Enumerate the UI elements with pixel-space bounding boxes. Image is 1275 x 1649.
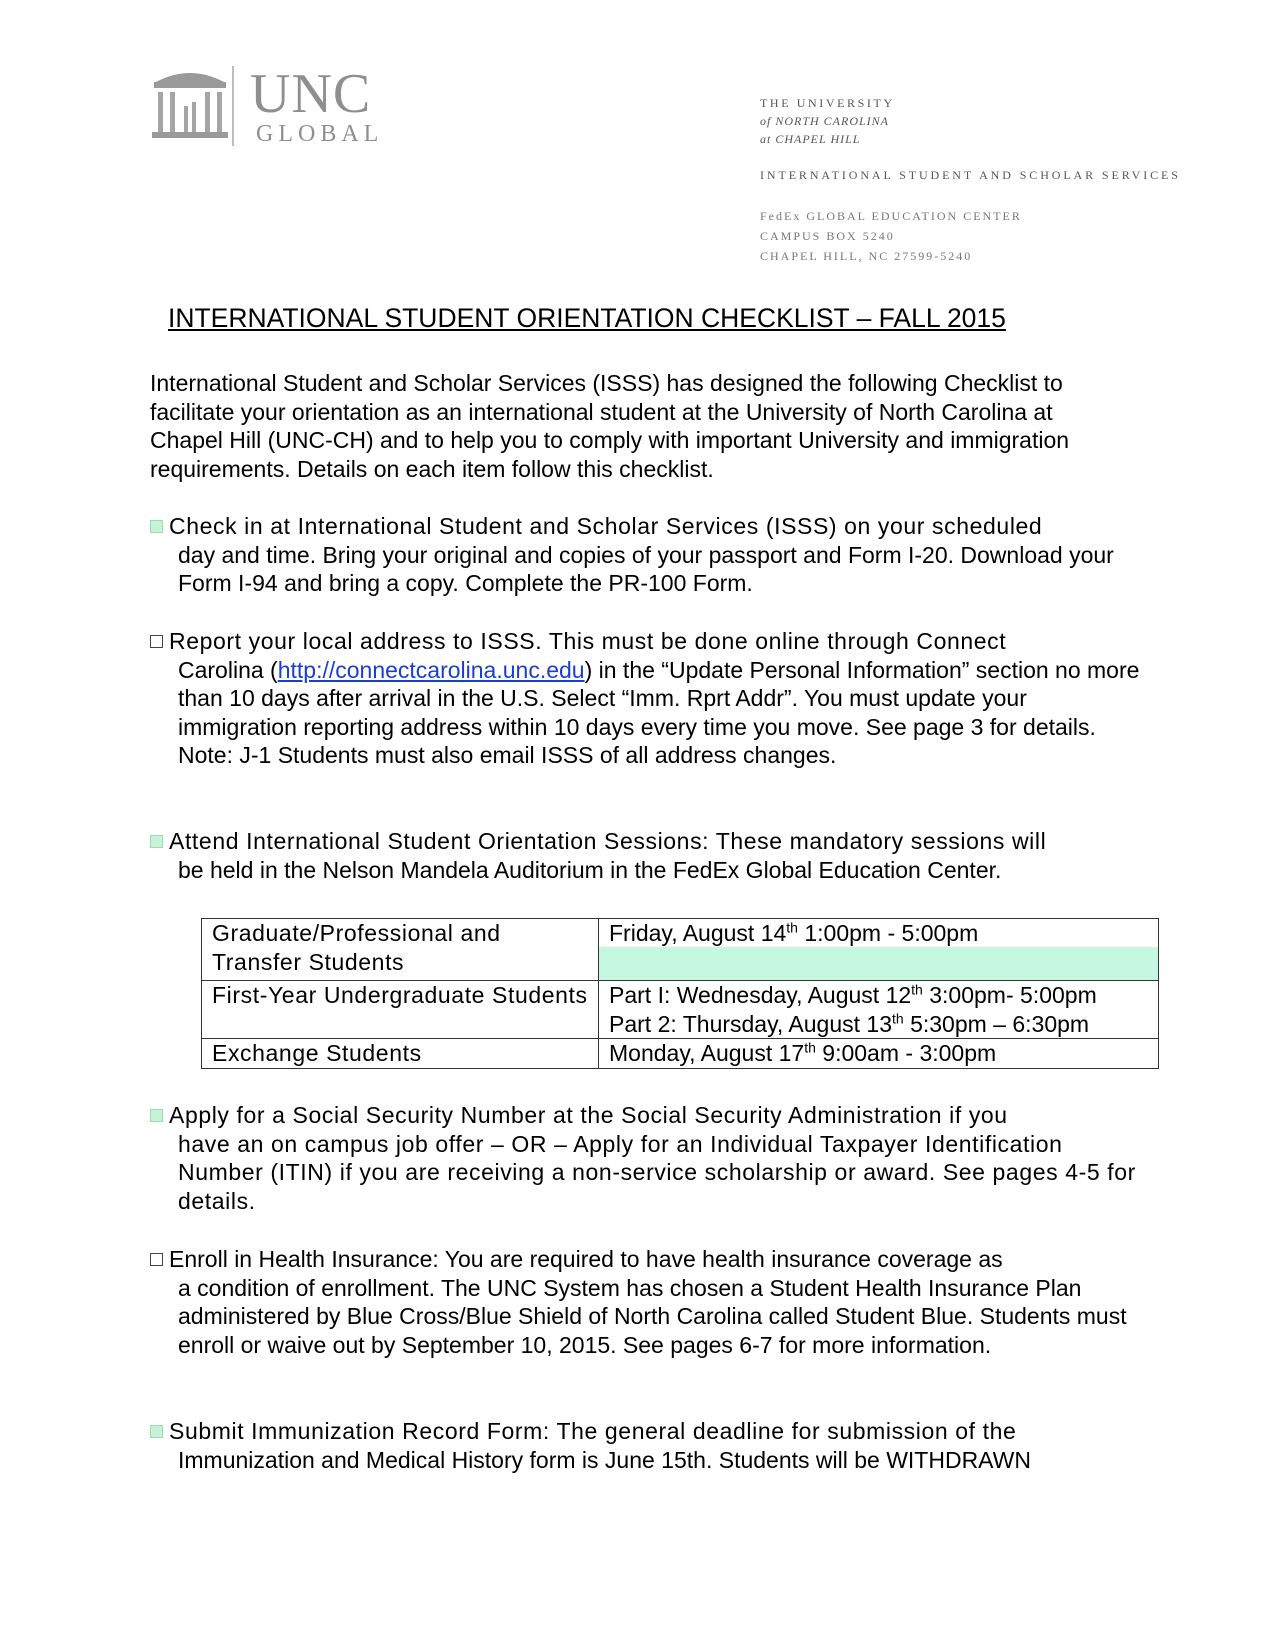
logo-global-text: GLOBAL — [256, 121, 384, 147]
checklist-item-report-address: Report your local address to ISSS. This must be done online through Connect Carolina (http://connectcarolina.unc.edu) in the “Update Personal Information” section no more than 10 days after arrival in the U.S. Select “Imm. Rprt Addr”. You must update your immigration reporting address within 10 days every time you move. See page 3 for details. Note: J-1 Students must also email ISSS of all address changes. — [150, 627, 1140, 770]
page-title: INTERNATIONAL STUDENT ORIENTATION CHECKLIST – FALL 2015 — [168, 303, 1006, 333]
old-well-logo — [150, 62, 230, 152]
session-time: Monday, August 17th 9:00am - 3:00pm — [599, 1039, 1159, 1069]
department-name: INTERNATIONAL STUDENT AND SCHOLAR SERVICES — [760, 168, 1181, 182]
university-name: THE UNIVERSITY of NORTH CAROLINA at CHAPEL HILL — [760, 96, 895, 146]
checklist-item-check-in: Check in at International Student and Scholar Services (ISSS) on your scheduled day and time. Bring your original and copies of your passport and Form I-20. Download your Form I-94 and bring a copy. Complete the PR-100 Form. — [150, 512, 1140, 598]
session-time: Part I: Wednesday, August 12th 3:00pm- 5:00pm Part 2: Thursday, August 13th 5:30pm – 6:30pm — [599, 981, 1159, 1039]
checklist-item-health-insurance: Enroll in Health Insurance: You are required to have health insurance coverage as a condition of enrollment. The UNC System has chosen a Student Health Insurance Plan administered by Blue Cross/Blue Shield of North Carolina called Student Blue. Students must enroll or waive out by September 10, 2015. See pages 6-7 for more information. — [150, 1245, 1140, 1359]
checkbox-icon[interactable] — [150, 635, 163, 648]
table-row — [202, 1039, 1159, 1069]
checkbox-icon[interactable] — [150, 835, 163, 848]
checklist-item-orientation: Attend International Student Orientation Sessions: These mandatory sessions will be held in the Nelson Mandela Auditorium in the FedEx Global Education Center. — [150, 827, 1140, 884]
session-group: First-Year Undergraduate Students — [202, 981, 599, 1039]
connect-carolina-link[interactable]: http://connectcarolina.unc.edu — [277, 656, 585, 683]
checkbox-icon[interactable] — [150, 1253, 163, 1266]
checkbox-icon[interactable] — [150, 520, 163, 533]
orientation-sessions-table — [201, 918, 1159, 1069]
highlight-band — [599, 947, 1158, 980]
checklist-item-immunization: Submit Immunization Record Form: The general deadline for submission of the Immunization and Medical History form is June 15th. Students will be WITHDRAWN — [150, 1417, 1140, 1474]
checkbox-icon[interactable] — [150, 1109, 163, 1122]
logo-divider — [232, 66, 234, 146]
checkbox-icon[interactable] — [150, 1425, 163, 1438]
session-group: Exchange Students — [202, 1039, 599, 1069]
department-address: FedEx GLOBAL EDUCATION CENTER CAMPUS BOX 5240 CHAPEL HILL, NC 27599-5240 — [760, 209, 1022, 263]
table-row — [202, 919, 1159, 981]
session-time: Friday, August 14th 1:00pm - 5:00pm — [599, 919, 1159, 981]
table-row — [202, 981, 1159, 1039]
logo-unc-text: UNC — [250, 63, 372, 125]
checklist-item-ssn-itin: Apply for a Social Security Number at the Social Security Administration if you have an on campus job offer – OR – Apply for an Individual Taxpayer Identification Number (ITIN) if you are receiving a non-service scholarship or award. See pages 4-5 for details. — [150, 1101, 1140, 1215]
session-group: Graduate/Professional and Transfer Students — [202, 919, 599, 981]
intro-paragraph: International Student and Scholar Services (ISSS) has designed the following Checklist to facilitate your orientation as an international student at the University of North Carolina at Chapel Hill (UNC-CH) and to help you to comply with important University and immigration requirements. Details on each item follow this checklist. — [150, 370, 1070, 482]
